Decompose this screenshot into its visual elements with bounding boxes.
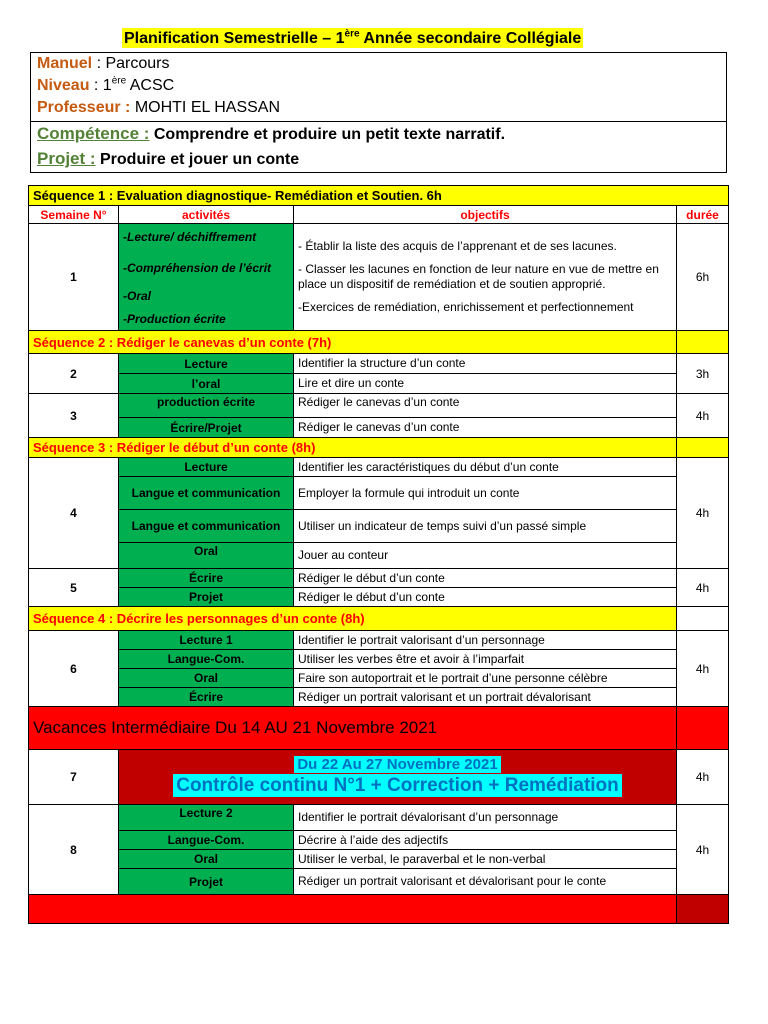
sequence-4-title: Séquence 4 : Décrire les personnages d’un conte (8h) <box>29 607 677 631</box>
activity-row <box>29 850 729 869</box>
manuel-line <box>37 53 726 75</box>
activity-item: -Oral <box>123 288 152 303</box>
objective-cell: Utiliser les verbes être et avoir à l’imparfait <box>294 650 677 669</box>
objective-cell: Jouer au conteur <box>294 543 677 569</box>
projet-value: Produire et jouer un conte <box>95 151 300 168</box>
sequence-3-title: Séquence 3 : Rédiger le début d’un conte (8h) <box>29 438 677 458</box>
activity-cell: Langue et communication <box>119 477 294 510</box>
activity-row <box>29 543 729 569</box>
activity-cell: Écrire <box>119 569 294 588</box>
activity-cell <box>119 224 294 331</box>
objective-cell: Lire et dire un conte <box>294 374 677 394</box>
professeur-value: MOHTI EL HASSAN <box>130 99 281 116</box>
sequence-2-title: Séquence 2 : Rédiger le canevas d’un conte (7h) <box>29 331 677 354</box>
activity-row <box>29 631 729 650</box>
activity-row <box>29 669 729 688</box>
professeur-label: Professeur : <box>37 99 131 116</box>
niveau-sup: ère <box>111 75 127 87</box>
duration-cell: 4h <box>677 569 729 607</box>
week-number: 3 <box>29 394 119 438</box>
duration-cell: 4h <box>677 394 729 438</box>
activity-row <box>29 805 729 831</box>
activity-row <box>29 394 729 418</box>
activity-item: -Lecture/ déchiffrement <box>123 229 257 244</box>
week-number: 6 <box>29 631 119 707</box>
objective-cell: Faire son autoportrait et le portrait d’une personne célèbre <box>294 669 677 688</box>
info-table <box>30 52 727 173</box>
planning-table <box>28 185 729 924</box>
objective-cell: Utiliser le verbal, le paraverbal et le non-verbal <box>294 850 677 869</box>
niveau-value-1: : 1 <box>89 77 112 94</box>
page-title <box>122 28 583 48</box>
week-number: 7 <box>29 750 119 805</box>
end-row <box>29 895 729 924</box>
title-text-2: Année secondaire Collégiale <box>359 30 582 47</box>
duration-cell: 4h <box>677 631 729 707</box>
controle-title: Contrôle continu N°1 + Correction + Remédiation <box>173 774 622 797</box>
activity-cell: l’oral <box>119 374 294 394</box>
end-banner <box>29 895 677 924</box>
activity-cell: Langue-Com. <box>119 831 294 850</box>
niveau-line <box>37 75 726 97</box>
activity-cell: Projet <box>119 588 294 607</box>
sequence-4-row <box>29 607 729 631</box>
duration-cell: 3h <box>677 354 729 394</box>
objective-item: - Établir la liste des acquis de l’apprenant et de ses lacunes. <box>298 239 617 253</box>
week-number: 4 <box>29 458 119 569</box>
activity-cell: Lecture 1 <box>119 631 294 650</box>
activity-cell: Lecture <box>119 458 294 477</box>
week-1-row <box>29 224 729 331</box>
objective-cell: Identifier la structure d’un conte <box>294 354 677 374</box>
activity-row <box>29 374 729 394</box>
header-duree: durée <box>677 206 729 224</box>
activity-cell: Lecture <box>119 354 294 374</box>
end-pad <box>677 895 729 924</box>
activity-cell: Oral <box>119 669 294 688</box>
objective-cell: Identifier le portrait valorisant d’un personnage <box>294 631 677 650</box>
duration-cell: 4h <box>677 458 729 569</box>
objective-cell: Identifier les caractéristiques du début d’un conte <box>294 458 677 477</box>
week-number: 5 <box>29 569 119 607</box>
objective-cell <box>294 224 677 331</box>
vacances-pad <box>677 707 729 750</box>
activity-cell: Oral <box>119 543 294 569</box>
sequence-4-pad <box>677 607 729 631</box>
projet-line <box>37 147 726 172</box>
activity-row <box>29 869 729 895</box>
sequence-2-row <box>29 331 729 354</box>
objective-cell: Rédiger le canevas d’un conte <box>294 418 677 438</box>
week-number: 2 <box>29 354 119 394</box>
competence-line <box>37 122 726 147</box>
activity-row <box>29 477 729 510</box>
sequence-1-title: Séquence 1 : Evaluation diagnostique- Remédiation et Soutien. 6h <box>29 186 729 206</box>
niveau-label: Niveau <box>37 77 90 94</box>
objective-cell: Utiliser un indicateur de temps suivi d’un passé simple <box>294 510 677 543</box>
objective-cell: Employer la formule qui introduit un conte <box>294 477 677 510</box>
activity-row <box>29 354 729 374</box>
controle-date: Du 22 Au 27 Novembre 2021 <box>294 756 500 773</box>
week-number: 8 <box>29 805 119 895</box>
sequence-1-row <box>29 186 729 206</box>
objective-item: -Exercices de remédiation, enrichissement et perfectionnement <box>298 300 634 314</box>
activity-row <box>29 418 729 438</box>
info-identity-cell <box>31 53 727 122</box>
professeur-line <box>37 97 726 119</box>
competence-value: Comprendre et produire un petit texte narratif. <box>149 126 506 143</box>
header-activites: activités <box>119 206 294 224</box>
objective-cell: Identifier le portrait dévalorisant d’un personnage <box>294 805 677 831</box>
activity-cell: Lecture 2 <box>119 805 294 831</box>
vacances-row <box>29 707 729 750</box>
activity-row <box>29 588 729 607</box>
objective-cell: Rédiger un portrait valorisant et un portrait dévalorisant <box>294 688 677 707</box>
activity-item: -Compréhension de l’écrit <box>123 260 272 275</box>
duration-cell: 4h <box>677 805 729 895</box>
activity-row <box>29 688 729 707</box>
header-semaine: Semaine N° <box>29 206 119 224</box>
activity-cell: Oral <box>119 850 294 869</box>
objective-cell: Rédiger le canevas d’un conte <box>294 394 677 418</box>
header-objectifs: objectifs <box>294 206 677 224</box>
title-text-1: Planification Semestrielle – 1 <box>124 30 345 47</box>
controle-cell <box>119 750 677 805</box>
projet-label: Projet : <box>37 149 96 168</box>
objective-cell: Décrire à l’aide des adjectifs <box>294 831 677 850</box>
objective-cell: Rédiger le début d’un conte <box>294 588 677 607</box>
activity-cell: Écrire <box>119 688 294 707</box>
competence-label: Compétence : <box>37 124 150 143</box>
controle-row <box>29 750 729 805</box>
sequence-3-pad <box>677 438 729 458</box>
vacances-banner: Vacances Intermédiaire Du 14 AU 21 Novembre 2021 <box>29 707 677 750</box>
activity-cell: Écrire/Projet <box>119 418 294 438</box>
title-sup: ère <box>344 28 360 40</box>
week-number: 1 <box>29 224 119 331</box>
objective-cell: Rédiger le début d’un conte <box>294 569 677 588</box>
activity-cell: Langue-Com. <box>119 650 294 669</box>
duration-cell: 6h <box>677 224 729 331</box>
sequence-2-pad <box>677 331 729 354</box>
activity-row <box>29 831 729 850</box>
activity-cell: Projet <box>119 869 294 895</box>
activity-cell: Langue et communication <box>119 510 294 543</box>
manuel-label: Manuel <box>37 55 93 72</box>
niveau-value-2: ACSC <box>126 77 175 94</box>
sequence-3-row <box>29 438 729 458</box>
activity-cell: production écrite <box>119 394 294 418</box>
header-row <box>29 206 729 224</box>
activity-row <box>29 569 729 588</box>
activity-item: -Production écrite <box>123 311 226 326</box>
info-competence-cell <box>31 122 727 173</box>
objective-cell: Rédiger un portrait valorisant et dévalorisant pour le conte <box>294 869 677 895</box>
activity-row <box>29 650 729 669</box>
objective-item: - Classer les lacunes en fonction de leur nature en vue de mettre en place un dispositif de remédiation et de soutien approprié. <box>298 262 659 291</box>
manuel-value: : Parcours <box>92 55 170 72</box>
activity-row <box>29 458 729 477</box>
activity-row <box>29 510 729 543</box>
duration-cell: 4h <box>677 750 729 805</box>
